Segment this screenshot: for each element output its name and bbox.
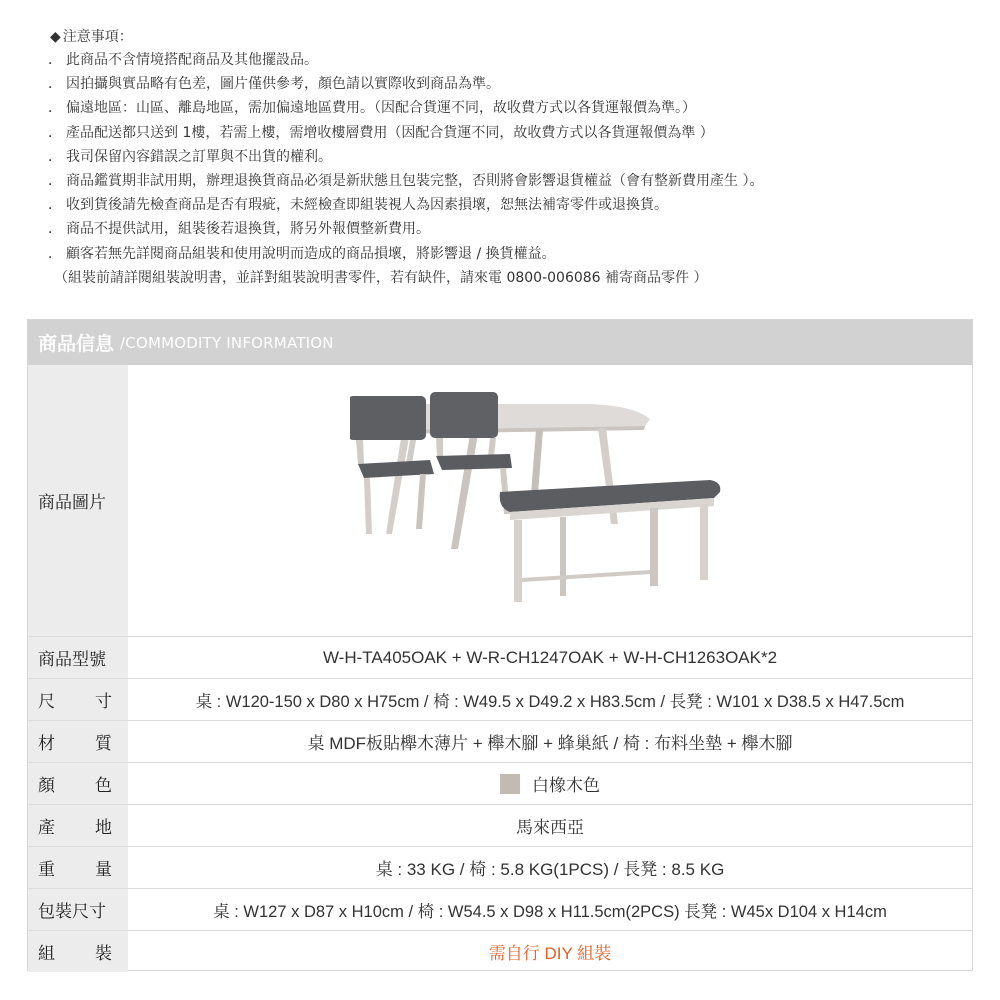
chair-back	[430, 392, 498, 438]
label-material: 材質	[28, 721, 128, 762]
label-size: 尺寸	[28, 679, 128, 720]
size-value: 桌 : W120-150 x D80 x H75cm / 椅 : W49.5 x D49.2 x H83.5cm / 長凳 : W101 x D38.5 x H47.5cm	[195, 692, 905, 711]
commodity-info-table	[27, 319, 973, 971]
diamond-icon: ◆	[50, 29, 61, 45]
label-assembly: 組裝	[28, 931, 128, 972]
notice-item: ． 因拍攝與實品略有色差，圖片僅供參考，顏色請以實際收到商品為準。	[48, 76, 500, 93]
weight-value: 桌 : 33 KG / 椅 : 5.8 KG(1PCS) / 長凳 : 8.5 KG	[375, 860, 725, 879]
row-assembly	[28, 930, 972, 972]
label-color: 顏色	[28, 763, 128, 804]
notice-item: ． 此商品不含情境搭配商品及其他擺設品。	[48, 52, 318, 68]
assembly-value: 需自行 DIY 組裝	[488, 944, 612, 963]
color-swatch	[500, 774, 520, 794]
package-value: 桌 : W127 x D87 x H10cm / 椅 : W54.5 x D98 x H11.5cm(2PCS) 長凳 : W45x D104 x H14cm	[213, 902, 887, 921]
material-value: 桌 MDF板貼櫸木薄片 + 櫸木腳 + 蜂巢紙 / 椅 : 布料坐墊 + 櫸木腳	[307, 734, 793, 753]
row-weight	[28, 846, 972, 888]
color-value: 白橡木色	[128, 763, 972, 804]
notice-item: ． 顧客若無先詳閱商品組裝和使用說明而造成的商品損壞，將影響退 / 換貨權益。	[48, 245, 556, 262]
row-color	[28, 762, 972, 804]
notice-item: ． 我司保留內容錯誤之訂單與不出貨的權利。	[48, 148, 332, 165]
origin-value: 馬來西亞	[516, 818, 584, 837]
chair-seat	[436, 454, 512, 470]
label-model: 商品型號	[28, 637, 128, 678]
row-model	[28, 636, 972, 678]
row-size	[28, 678, 972, 720]
notice-section	[40, 26, 980, 290]
chair-back	[350, 396, 426, 440]
notice-item: ． 偏遠地區：山區、離島地區，需加偏遠地區費用。（因配合貨運不同，故收費方式以各貨運報價為準。）	[48, 100, 696, 117]
notice-item: ． 收到貨後請先檢查商品是否有瑕疵，未經檢查即組裝視人為因素損壞，恕無法補寄零件或退換貨。	[48, 197, 668, 214]
row-product-image	[28, 365, 972, 636]
label-package: 包裝尺寸	[28, 889, 128, 930]
dining-set-illustration	[350, 374, 750, 636]
notice-item: ． 商品不提供試用，組裝後若退換貨，將另外報價整新費用。	[48, 221, 430, 238]
notice-title: ◆ 注意事項：	[50, 26, 980, 48]
notice-item: ． 商品鑑賞期非試用期，辦理退換貨商品必須是新狀態且包裝完整，否則將會影響退貨權益（會有整新費用產生 ）。	[48, 173, 764, 190]
label-product-image: 商品圖片	[28, 365, 128, 636]
info-header	[28, 320, 972, 365]
row-origin	[28, 804, 972, 846]
label-weight: 重量	[28, 847, 128, 888]
model-value: W-H-TA405OAK + W-R-CH1247OAK + W-H-CH1263OAK*2	[322, 647, 778, 667]
assembly-note: （組裝前請詳閱組裝說明書，並詳對組裝說明書零件，若有缺件，請來電 0800-006086 補寄商品零件 ）	[54, 269, 708, 286]
label-origin: 產地	[28, 805, 128, 846]
notice-item: ． 產品配送都只送到 1樓，若需上樓，需增收樓層費用（因配合貨運不同，故收費方式以各貨運報價為準 ）	[48, 124, 714, 141]
product-image	[128, 365, 972, 636]
row-package	[28, 888, 972, 930]
info-header-subtitle: /COMMODITY INFORMATION	[120, 333, 334, 352]
row-material	[28, 720, 972, 762]
info-header-title: 商品信息	[38, 333, 115, 355]
